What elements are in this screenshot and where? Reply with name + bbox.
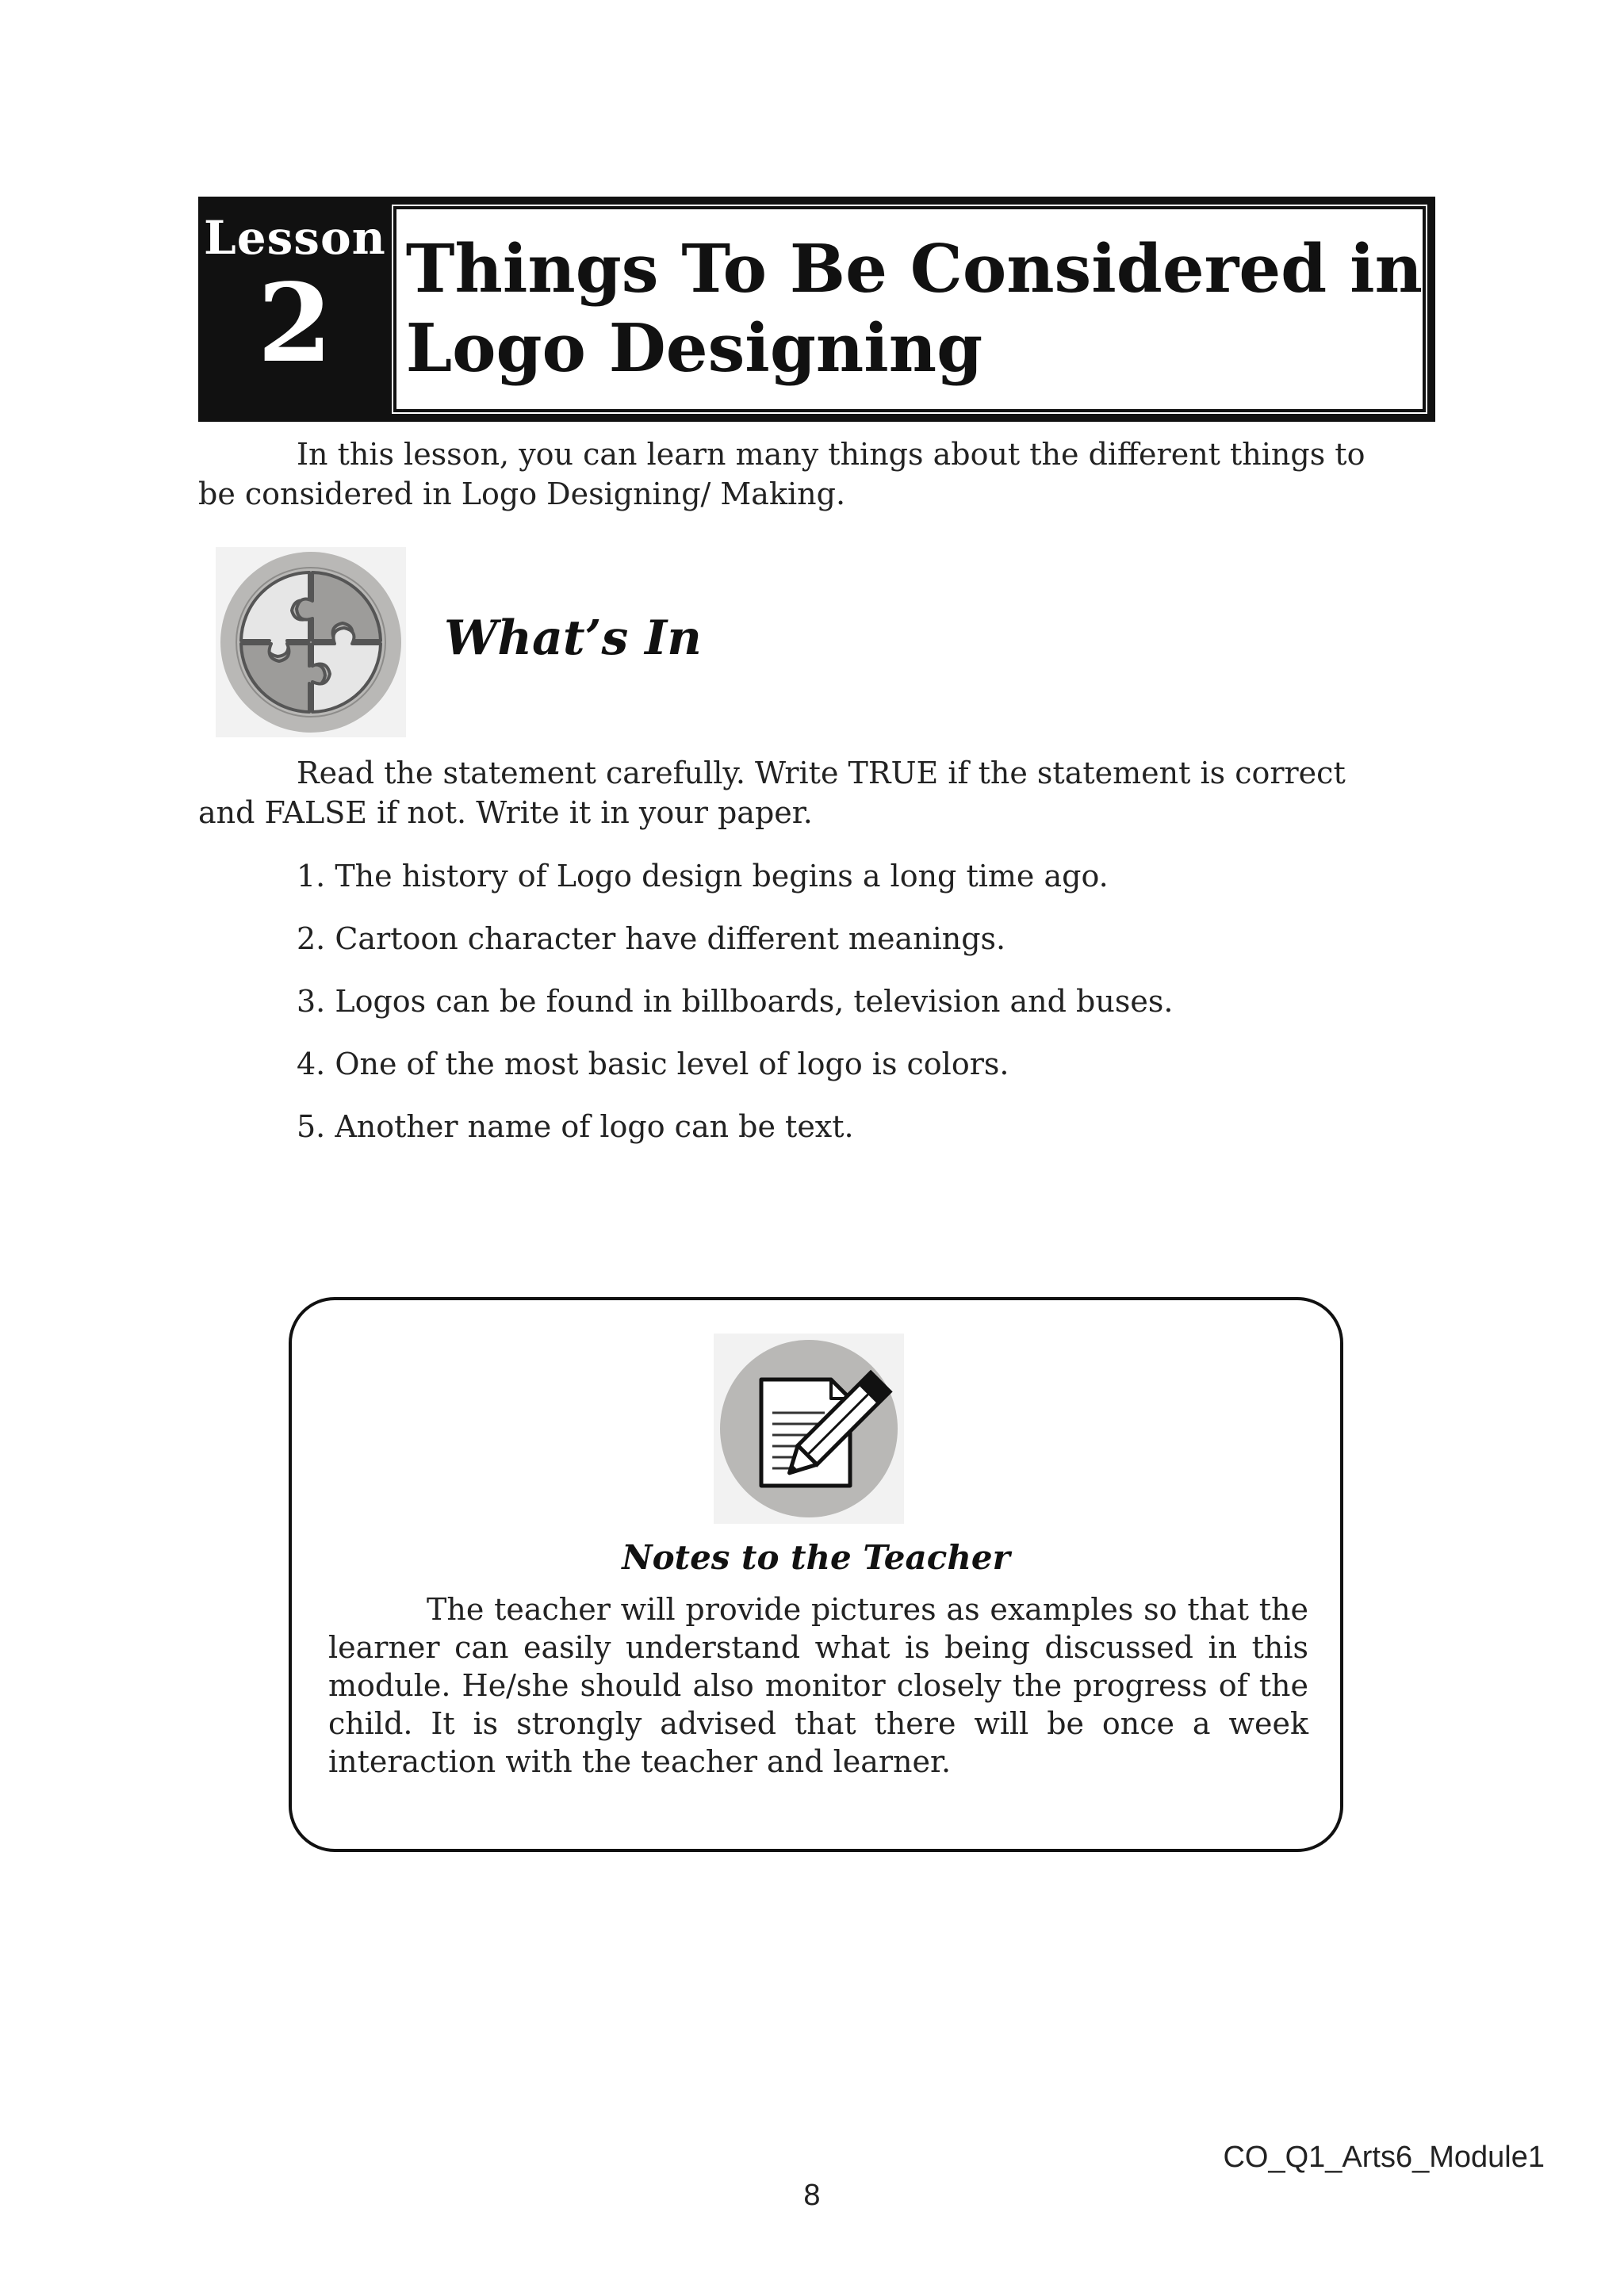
puzzle-icon [216, 547, 406, 737]
lesson-label: Lesson [203, 211, 386, 265]
notes-text: The teacher will provide pictures as examples so that the learner can easily understand what is being discussed in this module. He/she should also monitor closely the progress of the child. It is strongly advised that there will be once a week interaction with the teacher and learner. [328, 1592, 1308, 1779]
lesson-title-line-2: Logo Designing [405, 309, 983, 387]
statement-list [297, 856, 1173, 1169]
page-number: 8 [803, 2179, 821, 2212]
lesson-number: 2 [257, 259, 333, 387]
instructions-paragraph: Read the statement carefully. Write TRUE if the statement is correct and FALSE if not. Write it in your paper. [198, 756, 1346, 830]
lesson-title-line-1: Things To Be Considered in [405, 230, 1423, 308]
list-item: 4. One of the most basic level of logo is colors. [297, 1047, 1009, 1081]
notes-heading: Notes to the Teacher [622, 1538, 1010, 1577]
lesson-number-box [201, 200, 389, 419]
intro-paragraph: In this lesson, you can learn many things about the different things to be considered in Logo Designing/ Making. [198, 437, 1365, 511]
notes-to-teacher-box [289, 1297, 1343, 1852]
lesson-header [198, 197, 1435, 422]
module-code: CO_Q1_Arts6_Module1 [1223, 2141, 1545, 2174]
whats-in-heading: What’s In [444, 610, 702, 666]
list-item: 1. The history of Logo design begins a long time ago. [297, 859, 1109, 894]
list-item: 3. Logos can be found in billboards, television and buses. [297, 984, 1174, 1019]
document-pencil-icon [714, 1334, 904, 1524]
list-item: 2. Cartoon character have different meanings. [297, 921, 1006, 956]
lesson-title [393, 206, 1426, 412]
list-item: 5. Another name of logo can be text. [297, 1109, 854, 1144]
